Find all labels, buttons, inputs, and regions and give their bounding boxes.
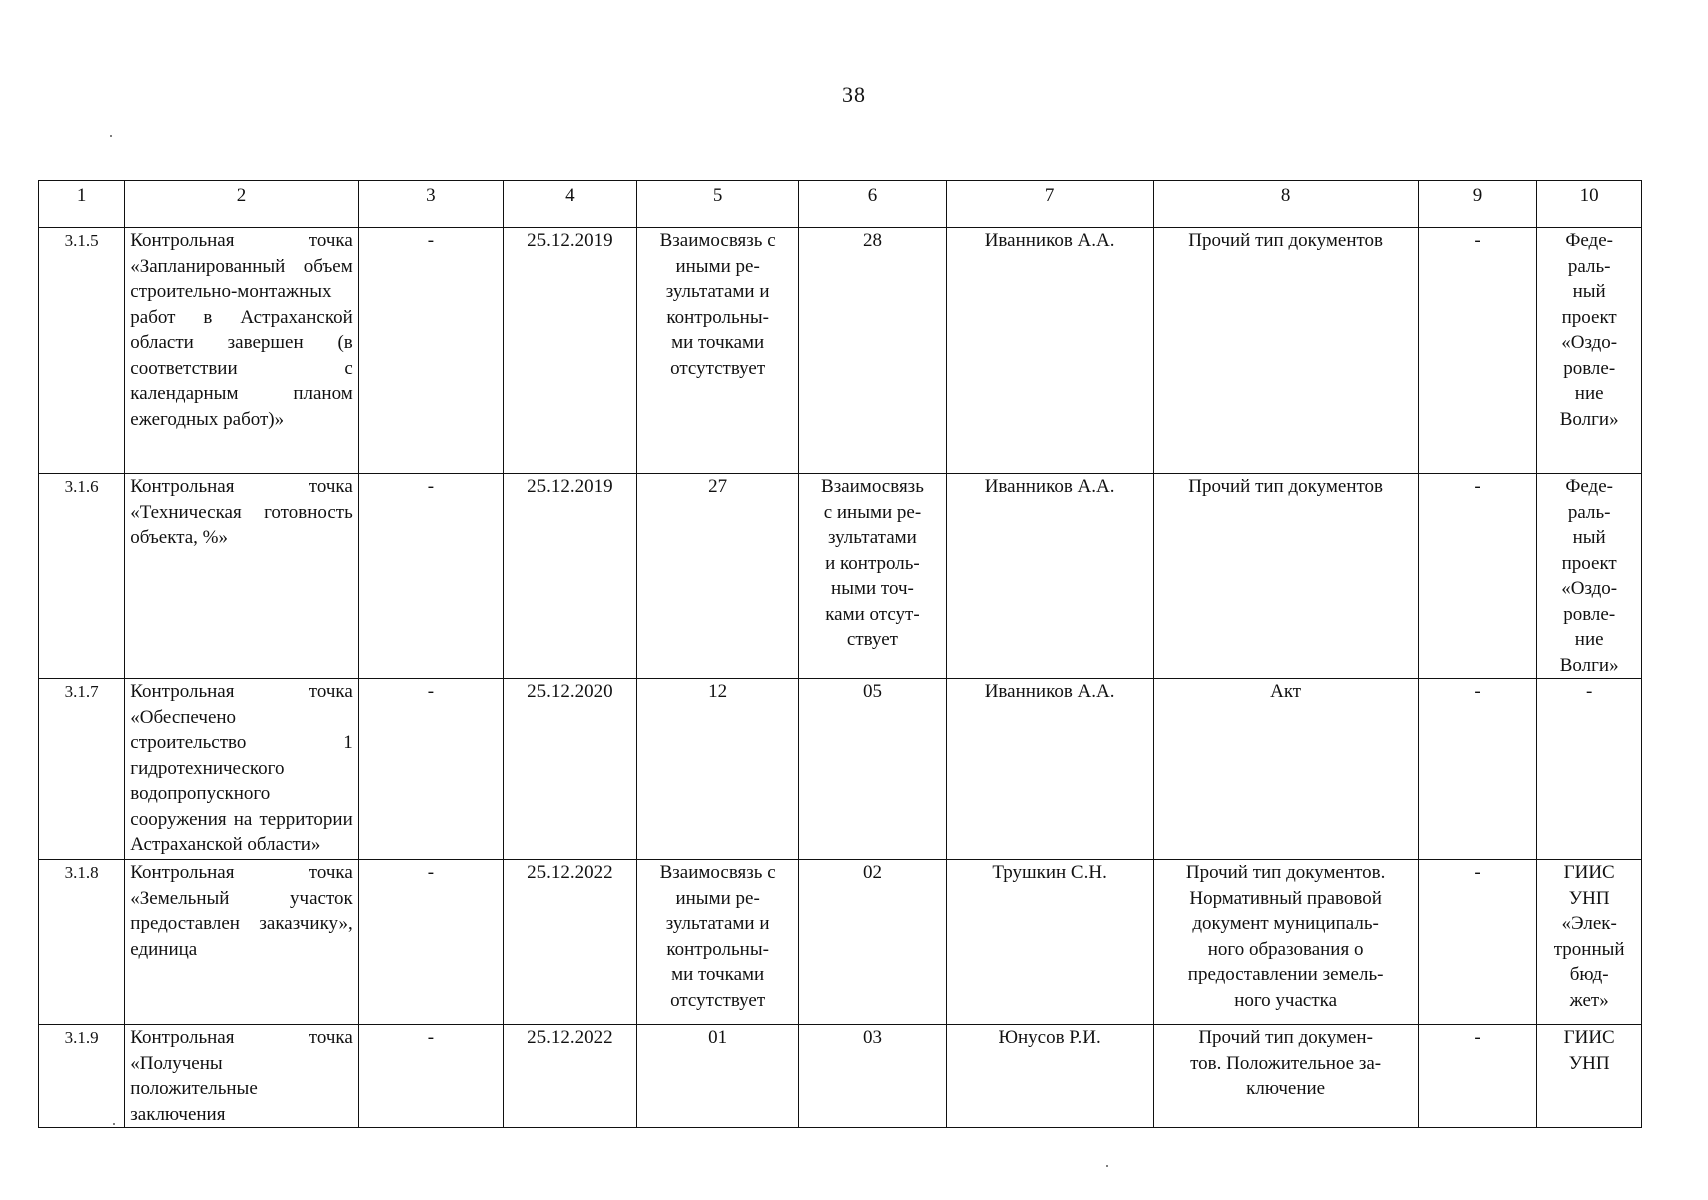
column-9-cell: - (1418, 1025, 1537, 1128)
document-type-cell (1153, 679, 1418, 860)
document-type-text: Акт (1270, 681, 1302, 702)
row-number-cell: 3.1.9 (39, 1025, 125, 1128)
document-type-cell (1153, 860, 1418, 1025)
column-6-text: Взаимосвязь с иными ре- зультатами и контроль- ными точ- ками отсут- ствует (821, 476, 924, 650)
date-cell: 25.12.2020 (503, 679, 636, 860)
column-9-cell: - (1418, 228, 1537, 474)
document-type-text: Прочий тип документов (1188, 230, 1384, 251)
column-3-cell: - (358, 228, 503, 474)
column-6-cell (799, 1025, 946, 1128)
header-cell-4: 4 (503, 181, 636, 228)
document-type-text: Прочий тип докумен- тов. Положительное за- ключение (1190, 1027, 1382, 1099)
column-6-text: 02 (862, 862, 882, 883)
date-cell: 25.12.2022 (503, 860, 636, 1025)
header-cell-5: 5 (636, 181, 798, 228)
column-3-cell: - (358, 679, 503, 860)
information-system-cell (1537, 228, 1642, 474)
column-5-text: 01 (708, 1027, 728, 1048)
column-5-cell (636, 228, 798, 474)
column-5-cell (636, 474, 798, 679)
date-cell: 25.12.2019 (503, 474, 636, 679)
information-system-text: ГИИС УНП (1563, 1027, 1615, 1074)
column-6-text: 03 (862, 1027, 882, 1048)
description-text: Контрольная точка «Запланированный объем строительно-монтажных работ в Астраханской области завершен (в соответствии с календарным планом ежегодных работ)» (130, 230, 353, 430)
column-6-cell (799, 679, 946, 860)
header-cell-1: 1 (39, 181, 125, 228)
column-9-cell: - (1418, 474, 1537, 679)
header-cell-7: 7 (946, 181, 1153, 228)
column-5-text: 12 (708, 681, 728, 702)
scan-speck (110, 135, 112, 137)
information-system-cell (1537, 1025, 1642, 1128)
header-cell-10: 10 (1537, 181, 1642, 228)
column-6-text: 28 (862, 230, 882, 251)
information-system-cell (1537, 679, 1642, 860)
table-row (39, 474, 1642, 679)
document-type-text: Прочий тип документов. Нормативный правовой документ муниципаль- ного образования о предоставлении земель- ного участка (1185, 862, 1386, 1011)
row-number-cell: 3.1.7 (39, 679, 125, 860)
column-3-cell: - (358, 1025, 503, 1128)
header-cell-9: 9 (1418, 181, 1537, 228)
document-type-text: Прочий тип документов (1188, 476, 1384, 497)
date-cell: 25.12.2022 (503, 1025, 636, 1128)
column-5-text: Взаимосвязь с иными ре- зультатами и контрольны- ми точками отсутствует (659, 230, 776, 379)
control-point-description (125, 679, 358, 860)
information-system-text: Феде- раль- ный проект «Оздо- ровле- ние Волги» (1559, 476, 1619, 676)
row-number-cell: 3.1.5 (39, 228, 125, 474)
information-system-cell (1537, 860, 1642, 1025)
description-text: Контрольная точка «Получены положительные заключения (130, 1027, 353, 1125)
responsible-person-cell: Иванников А.А. (946, 679, 1153, 860)
column-5-text: Взаимосвязь с иными ре- зультатами и контрольны- ми точками отсутствует (659, 862, 776, 1011)
header-cell-2: 2 (125, 181, 358, 228)
header-cell-8: 8 (1153, 181, 1418, 228)
column-5-text: 27 (708, 476, 728, 497)
table-row (39, 228, 1642, 474)
row-number-cell: 3.1.6 (39, 474, 125, 679)
control-points-table (38, 180, 1642, 1128)
responsible-person-cell: Иванников А.А. (946, 228, 1153, 474)
table-row (39, 1025, 1642, 1128)
page-number: 38 (842, 82, 866, 107)
responsible-person-cell: Трушкин С.Н. (946, 860, 1153, 1025)
information-system-text: - (1586, 681, 1593, 702)
column-5-cell (636, 679, 798, 860)
column-3-cell: - (358, 860, 503, 1025)
scan-speck (1106, 1165, 1108, 1167)
control-point-description (125, 860, 358, 1025)
column-6-cell (799, 228, 946, 474)
column-5-cell (636, 1025, 798, 1128)
header-row (39, 181, 1642, 228)
document-type-cell (1153, 228, 1418, 474)
control-point-description (125, 474, 358, 679)
header-cell-6: 6 (799, 181, 946, 228)
scan-speck (113, 1123, 115, 1125)
information-system-text: Феде- раль- ный проект «Оздо- ровле- ние Волги» (1559, 230, 1619, 430)
column-5-cell (636, 860, 798, 1025)
column-9-cell: - (1418, 679, 1537, 860)
column-3-cell: - (358, 474, 503, 679)
header-cell-3: 3 (358, 181, 503, 228)
description-text: Контрольная точка «Земельный участок предоставлен заказчику», единица (130, 862, 353, 960)
column-6-text: 05 (862, 681, 882, 702)
column-9-cell: - (1418, 860, 1537, 1025)
document-type-cell (1153, 1025, 1418, 1128)
information-system-cell (1537, 474, 1642, 679)
row-number-cell: 3.1.8 (39, 860, 125, 1025)
description-text: Контрольная точка «Техническая готовность объекта, %» (130, 476, 353, 548)
table-row (39, 860, 1642, 1025)
responsible-person-cell: Юнусов Р.И. (946, 1025, 1153, 1128)
control-point-description (125, 1025, 358, 1128)
responsible-person-cell: Иванников А.А. (946, 474, 1153, 679)
column-6-cell (799, 474, 946, 679)
control-point-description (125, 228, 358, 474)
document-type-cell (1153, 474, 1418, 679)
date-cell: 25.12.2019 (503, 228, 636, 474)
description-text: Контрольная точка «Обеспечено строительство 1 гидротехнического водопропускного сооружения на территории Астраханской области» (130, 681, 353, 855)
column-6-cell (799, 860, 946, 1025)
information-system-text: ГИИС УНП «Элек- тронный бюд- жет» (1553, 862, 1625, 1011)
table-row (39, 679, 1642, 860)
